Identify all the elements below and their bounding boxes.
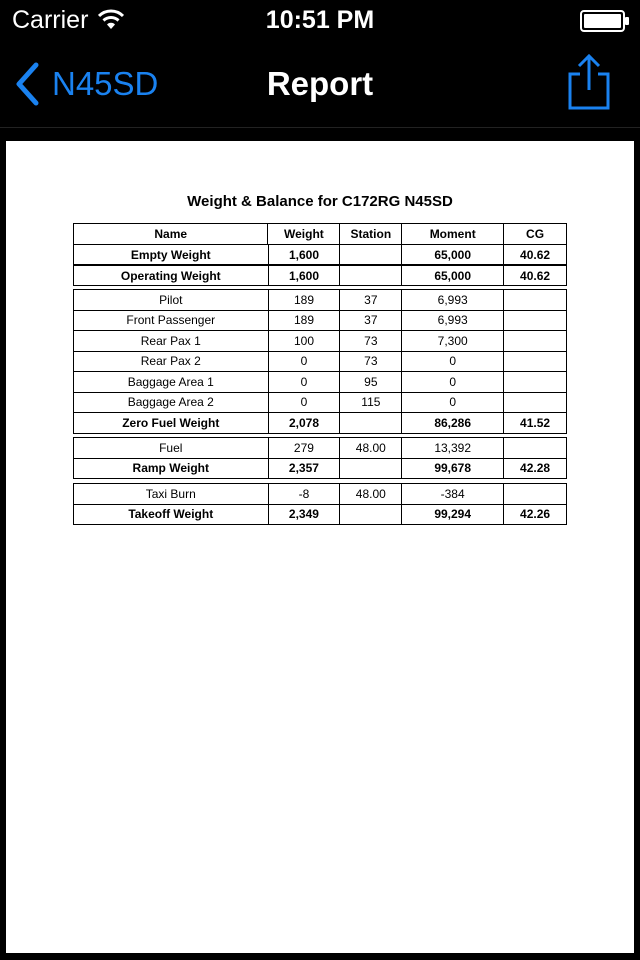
- cell-name: Taxi Burn: [74, 484, 269, 505]
- cell-cg: [504, 438, 567, 459]
- cell-weight: 189: [268, 310, 340, 331]
- table-row: [74, 245, 567, 266]
- cell-moment: 0: [402, 372, 504, 393]
- column-header-name: Name: [74, 224, 268, 245]
- cell-weight: 0: [268, 392, 340, 413]
- table-row: [74, 413, 567, 434]
- cell-cg: 40.62: [504, 245, 567, 266]
- report-title: Weight & Balance for C172RG N45SD: [187, 193, 453, 210]
- cell-weight: 1,600: [268, 245, 340, 266]
- page-title: Report: [266, 65, 374, 102]
- taxi-table: [73, 483, 567, 525]
- payload-table: [73, 289, 567, 434]
- cell-station: 37: [340, 290, 402, 311]
- chevron-left-icon: [14, 62, 40, 106]
- report-header-table: [73, 223, 567, 245]
- cell-station: [340, 245, 402, 266]
- cell-moment: 99,678: [402, 458, 504, 479]
- column-header-cg: CG: [504, 224, 567, 245]
- cell-station: 73: [340, 331, 402, 352]
- cell-station: 48.00: [340, 484, 402, 505]
- navigation-bar: [0, 40, 640, 128]
- cell-weight: 0: [268, 351, 340, 372]
- cell-station: [340, 265, 402, 286]
- cell-cg: 41.52: [504, 413, 567, 434]
- cell-station: 37: [340, 310, 402, 331]
- cell-moment: 6,993: [402, 290, 504, 311]
- carrier-label: Carrier: [12, 6, 89, 34]
- cell-weight: 2,349: [268, 504, 340, 525]
- cell-weight: 189: [268, 290, 340, 311]
- cell-cg: [504, 290, 567, 311]
- cell-moment: -384: [402, 484, 504, 505]
- cell-cg: [504, 310, 567, 331]
- cell-weight: 100: [268, 331, 340, 352]
- cell-cg: [504, 351, 567, 372]
- cell-station: 48.00: [340, 438, 402, 459]
- cell-cg: 42.26: [504, 504, 567, 525]
- cell-station: [340, 458, 402, 479]
- cell-moment: 86,286: [402, 413, 504, 434]
- cell-station: 95: [340, 372, 402, 393]
- cell-station: [340, 413, 402, 434]
- header-row: [74, 224, 567, 245]
- share-icon[interactable]: [566, 54, 614, 112]
- cell-cg: [504, 372, 567, 393]
- back-button-label: N45SD: [52, 65, 159, 102]
- cell-name: Empty Weight: [74, 245, 269, 266]
- cell-name: Pilot: [74, 290, 269, 311]
- cell-moment: 13,392: [402, 438, 504, 459]
- cell-station: [340, 504, 402, 525]
- cell-name: Ramp Weight: [74, 458, 269, 479]
- table-row: [74, 438, 567, 459]
- cell-name: Fuel: [74, 438, 269, 459]
- table-row: [74, 372, 567, 393]
- status-bar: [0, 0, 640, 40]
- cell-moment: 0: [402, 351, 504, 372]
- column-header-weight: Weight: [268, 224, 340, 245]
- cell-name: Front Passenger: [74, 310, 269, 331]
- cell-name: Zero Fuel Weight: [74, 413, 269, 434]
- cell-weight: -8: [268, 484, 340, 505]
- cell-moment: 99,294: [402, 504, 504, 525]
- cell-weight: 1,600: [268, 265, 340, 286]
- column-header-moment: Moment: [402, 224, 504, 245]
- table-row: [74, 458, 567, 479]
- cell-weight: 2,357: [268, 458, 340, 479]
- cell-moment: 65,000: [402, 265, 504, 286]
- cell-moment: 65,000: [402, 245, 504, 266]
- cell-moment: 7,300: [402, 331, 504, 352]
- battery-icon: [580, 10, 630, 32]
- cell-station: 73: [340, 351, 402, 372]
- cell-moment: 6,993: [402, 310, 504, 331]
- table-row: [74, 484, 567, 505]
- column-header-station: Station: [340, 224, 402, 245]
- table-row: [74, 504, 567, 525]
- report-document[interactable]: [6, 141, 634, 953]
- table-row: [74, 392, 567, 413]
- table-row: [74, 331, 567, 352]
- cell-station: 115: [340, 392, 402, 413]
- cell-weight: 0: [268, 372, 340, 393]
- cell-cg: [504, 331, 567, 352]
- cell-weight: 279: [268, 438, 340, 459]
- cell-name: Rear Pax 1: [74, 331, 269, 352]
- cell-moment: 0: [402, 392, 504, 413]
- table-row: [74, 310, 567, 331]
- table-row: [74, 351, 567, 372]
- status-time: 10:51 PM: [265, 6, 375, 34]
- cell-name: Baggage Area 1: [74, 372, 269, 393]
- back-button[interactable]: [14, 60, 158, 108]
- cell-name: Operating Weight: [74, 265, 269, 286]
- table-row: [74, 265, 567, 286]
- cell-cg: 42.28: [504, 458, 567, 479]
- table-row: [74, 290, 567, 311]
- fuel-table: [73, 437, 567, 479]
- cell-weight: 2,078: [268, 413, 340, 434]
- base-weight-table: [73, 244, 567, 286]
- cell-cg: [504, 484, 567, 505]
- cell-name: Baggage Area 2: [74, 392, 269, 413]
- cell-cg: 40.62: [504, 265, 567, 286]
- cell-name: Rear Pax 2: [74, 351, 269, 372]
- cell-name: Takeoff Weight: [74, 504, 269, 525]
- cell-cg: [504, 392, 567, 413]
